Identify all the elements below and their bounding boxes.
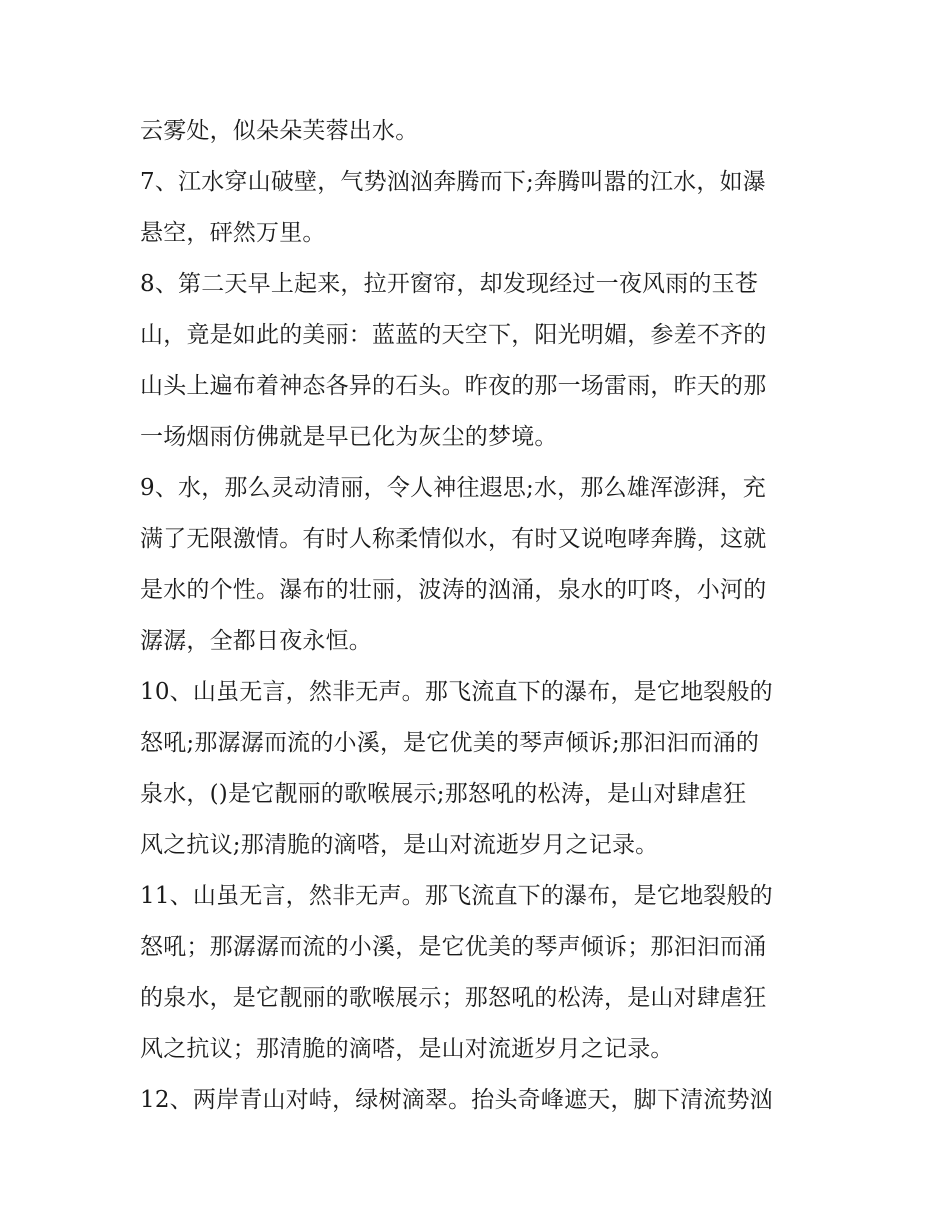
- text-line: 9、水，那么灵动清丽，令人神往遐思;水，那么雄浑澎湃，充: [140, 475, 766, 501]
- text-line: 12、两岸青山对峙，绿树滴翠。抬头奇峰遮天，脚下清流势汹: [140, 1087, 773, 1113]
- text-line: 满了无限激情。有时人称柔情似水，有时又说咆哮奔腾，这就: [140, 526, 767, 552]
- text-line: 山头上遍布着神态各异的石头。昨夜的那一场雷雨，昨天的那: [140, 373, 767, 399]
- text-line: 云雾处，似朵朵芙蓉出水。: [140, 118, 419, 144]
- text-line: 潺潺，全都日夜永恒。: [140, 628, 372, 654]
- text-line: 8、第二天早上起来，拉开窗帘，却发现经过一夜风雨的玉苍: [140, 271, 759, 297]
- text-line: 一场烟雨仿佛就是早已化为灰尘的梦境。: [140, 424, 558, 450]
- text-line: 的泉水，是它靓丽的歌喉展示；那怒吼的松涛，是山对肆虐狂: [140, 985, 767, 1011]
- text-line: 山，竟是如此的美丽：蓝蓝的天空下，阳光明媚，参差不齐的: [140, 322, 767, 348]
- document-body: [140, 106, 820, 1126]
- text-line: 10、山虽无言，然非无声。那飞流直下的瀑布，是它地裂般的: [140, 679, 773, 705]
- text-line: 风之抗议；那清脆的滴嗒，是山对流逝岁月之记录。: [140, 1036, 674, 1062]
- text-line: 泉水，()是它靓丽的歌喉展示;那怒吼的松涛，是山对肆虐狂: [140, 781, 747, 807]
- text-line: 怒吼；那潺潺而流的小溪，是它优美的琴声倾诉；那汩汩而涌: [140, 934, 767, 960]
- text-line: 怒吼;那潺潺而流的小溪，是它优美的琴声倾诉;那汩汩而涌的: [140, 730, 760, 756]
- text-line: 悬空，砰然万里。: [140, 220, 326, 246]
- text-line: 是水的个性。瀑布的壮丽，波涛的汹涌，泉水的叮咚，小河的: [140, 577, 767, 603]
- text-line: 11、山虽无言，然非无声。那飞流直下的瀑布，是它地裂般的: [140, 883, 773, 909]
- text-line: 7、江水穿山破壁，气势汹汹奔腾而下;奔腾叫嚣的江水，如瀑: [140, 169, 766, 195]
- text-line: 风之抗议;那清脆的滴嗒，是山对流逝岁月之记录。: [140, 832, 659, 858]
